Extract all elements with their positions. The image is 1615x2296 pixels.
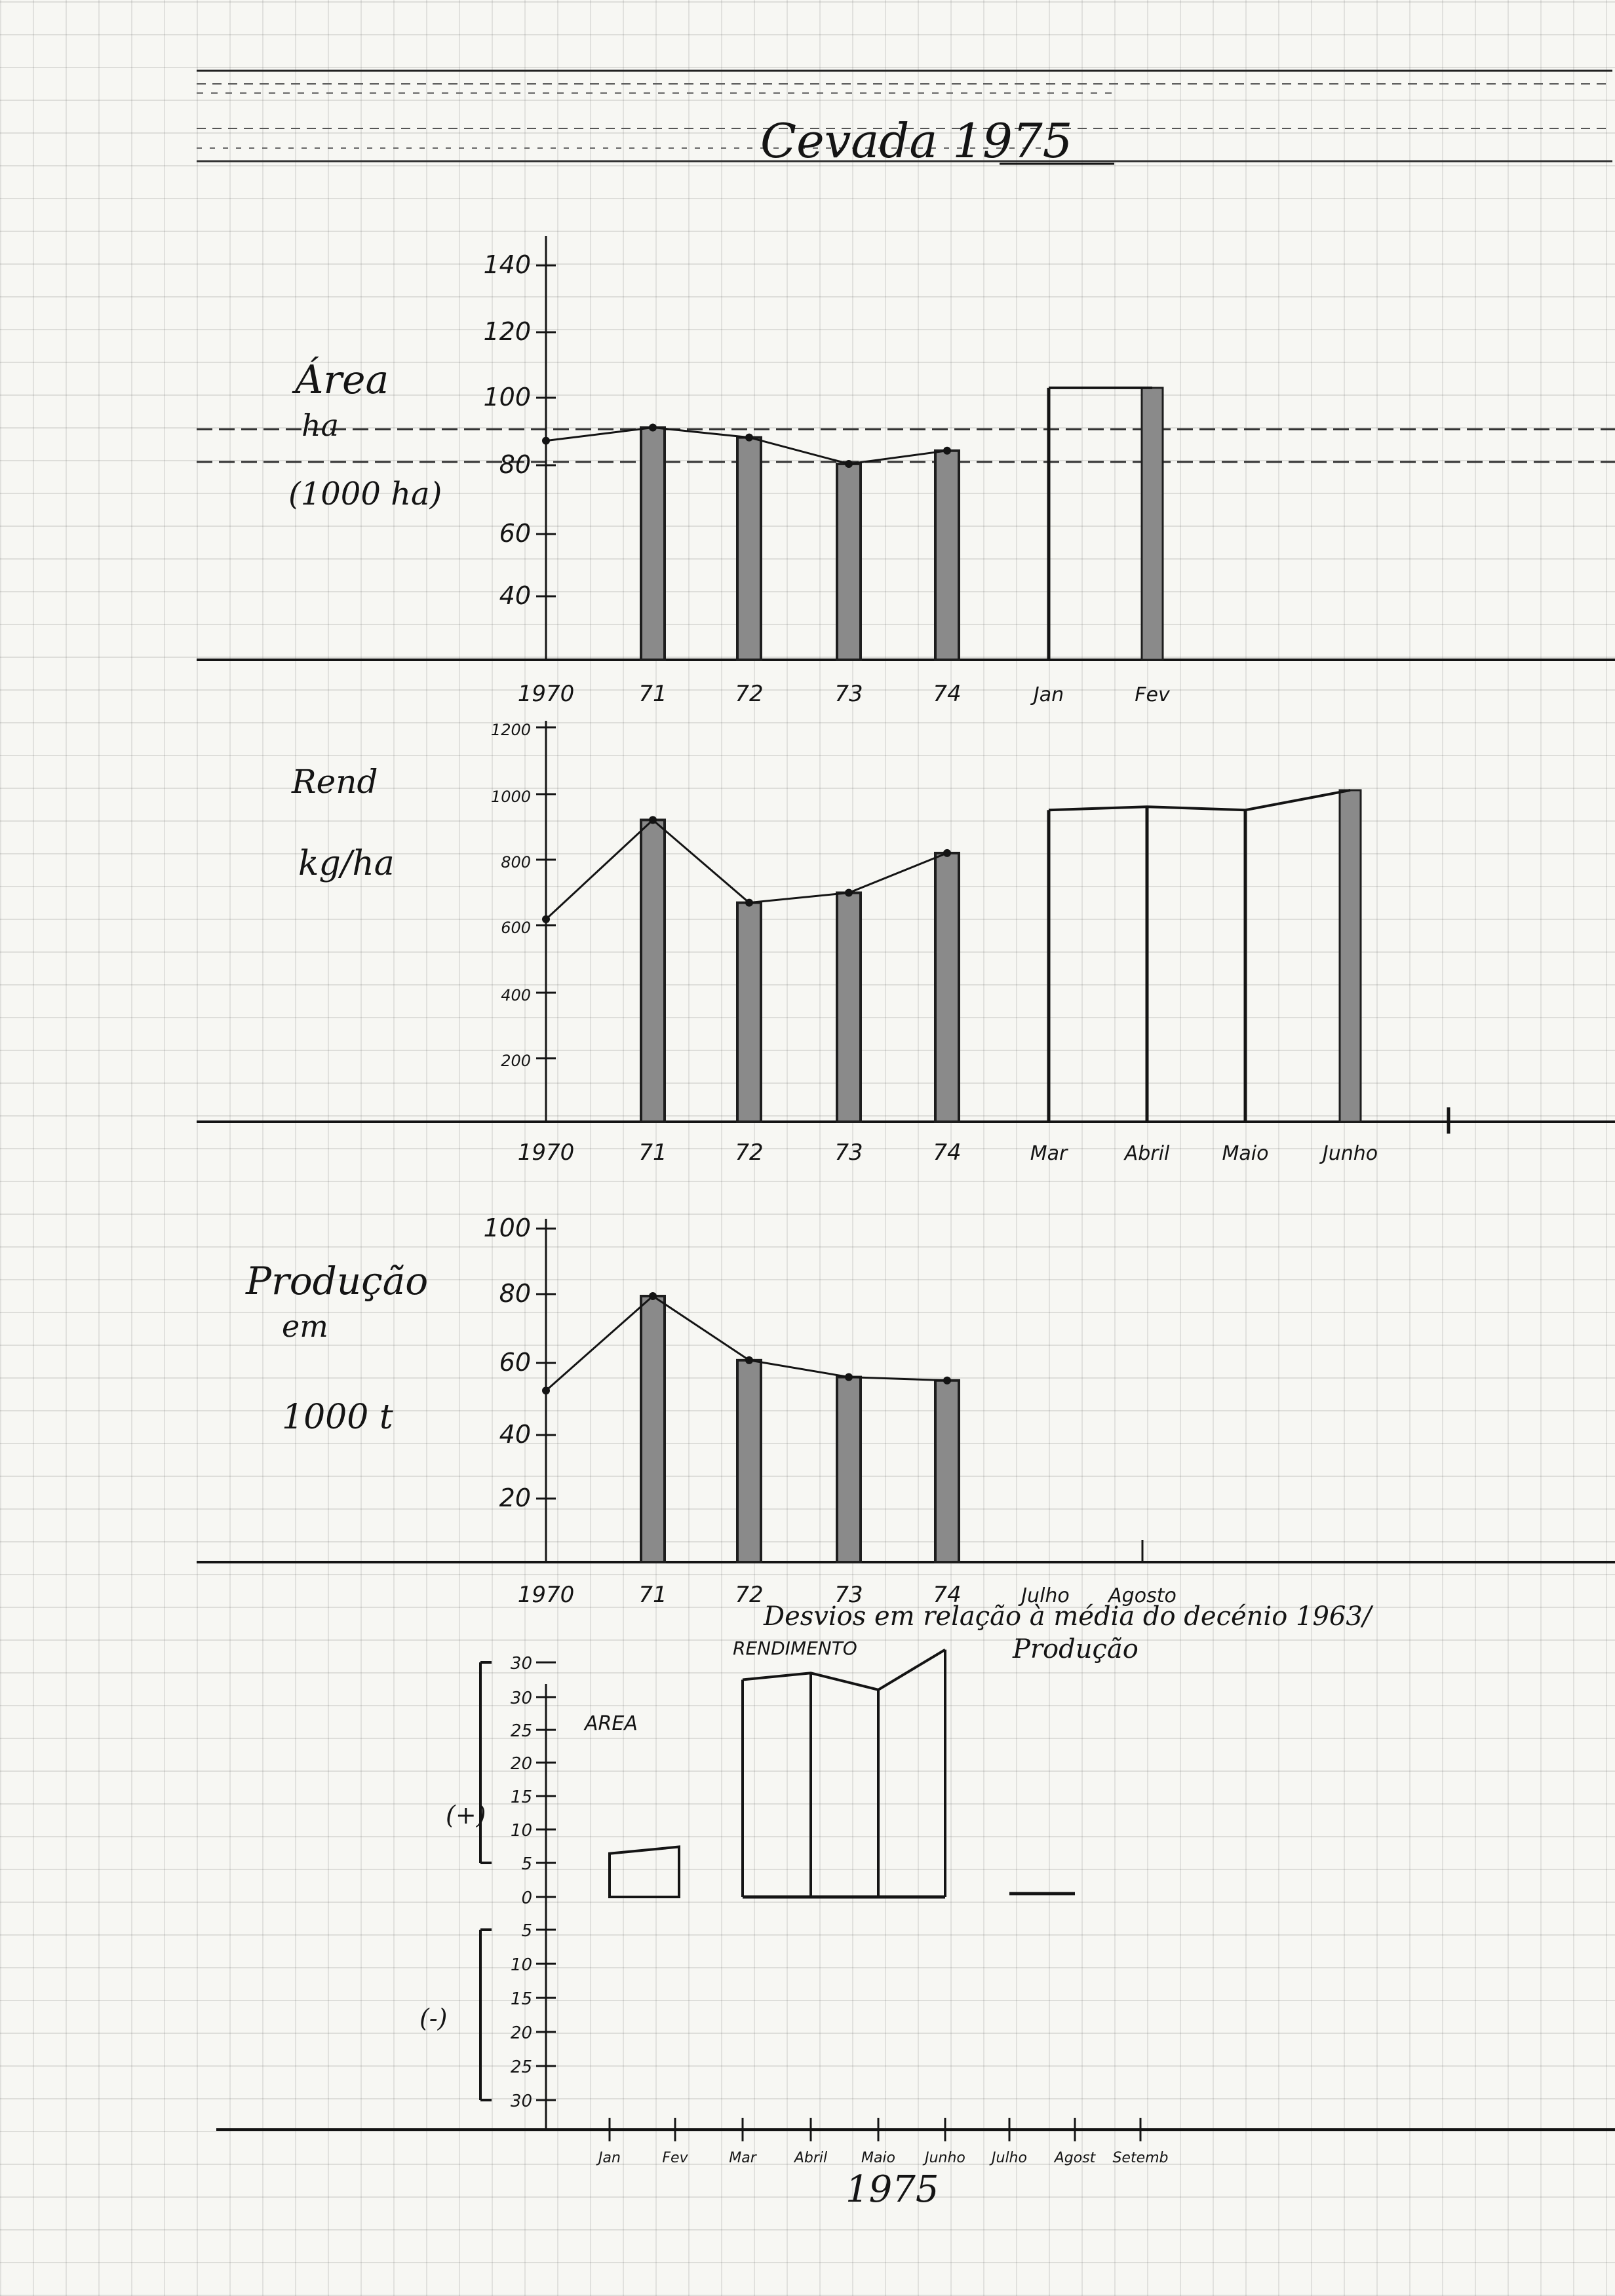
bar xyxy=(641,1296,665,1562)
production-label: Produção xyxy=(1013,1634,1138,1664)
yield-chart-axes xyxy=(197,721,1615,1134)
bar xyxy=(641,820,665,1122)
bar xyxy=(935,451,959,660)
y-tick-label: 20 xyxy=(510,2023,532,2043)
x-tick-label: Abril xyxy=(1124,1142,1170,1165)
y-tick-label: 0 xyxy=(521,1888,532,1908)
bar xyxy=(935,1381,959,1562)
x-tick-label: 73 xyxy=(834,681,863,707)
y-tick-label: 600 xyxy=(501,919,531,937)
minus-sign-label: (-) xyxy=(419,2004,448,2033)
y-tick-label: 25 xyxy=(510,2057,532,2077)
production-y-ticks xyxy=(483,1214,556,1512)
y-tick-label: 100 xyxy=(483,1214,531,1242)
y-axis-label: em xyxy=(282,1309,328,1344)
y-tick-label: 30 xyxy=(510,1689,532,1708)
y-axis-label: (1000 ha) xyxy=(288,476,442,512)
production-y-label xyxy=(245,1259,428,1437)
y-tick-label: 30 xyxy=(510,2092,532,2111)
y-tick-label: 40 xyxy=(499,1420,531,1449)
y-tick-label: 10 xyxy=(510,1955,532,1975)
y-tick-label: 30 xyxy=(510,1654,532,1674)
x-tick-label: Agosto xyxy=(1108,1584,1177,1607)
y-axis-label: kg/ha xyxy=(298,844,395,883)
bar xyxy=(837,1377,861,1562)
x-tick-label: Junho xyxy=(925,2150,965,2166)
y-tick-label: 20 xyxy=(510,1754,532,1774)
deviation-caption: Desvios em relação à média do decénio 1963/ xyxy=(764,1601,1372,1632)
y-axis-label: Produção xyxy=(246,1259,429,1303)
x-tick-label: Agost xyxy=(1054,2150,1096,2166)
x-tick-label: Jan xyxy=(1033,683,1064,706)
x-tick-label: 1970 xyxy=(517,1582,575,1608)
yield-label: RENDIMENTO xyxy=(733,1637,857,1659)
y-tick-label: 800 xyxy=(501,853,531,871)
deviation-marks xyxy=(583,1634,1138,1897)
y-tick-label: 25 xyxy=(510,1721,532,1741)
bar xyxy=(641,427,665,660)
x-tick-label: Setemb xyxy=(1112,2150,1169,2166)
monthly-bar xyxy=(1142,388,1163,660)
y-axis-label: Rend xyxy=(292,763,378,801)
footer-year: 1975 xyxy=(846,2168,939,2211)
yield-monthly-bars xyxy=(1049,790,1361,1122)
plus-sign-label: (+) xyxy=(446,1801,486,1829)
x-tick-label: 1970 xyxy=(517,681,575,707)
y-axis-label: Área xyxy=(295,357,389,403)
bar xyxy=(737,438,761,660)
bar xyxy=(737,903,761,1122)
y-tick-label: 20 xyxy=(499,1483,531,1512)
yield-y-label xyxy=(291,763,395,883)
x-tick-label: Fev xyxy=(1135,683,1170,706)
x-tick-label: Julho xyxy=(1021,1584,1070,1607)
y-tick-label: 200 xyxy=(501,1052,531,1070)
y-tick-label: 400 xyxy=(501,986,531,1004)
y-tick-label: 5 xyxy=(521,1921,532,1941)
monthly-bar xyxy=(1340,790,1361,1122)
x-tick-label: 74 xyxy=(933,1582,962,1608)
bar xyxy=(837,464,861,660)
y-tick-label: 40 xyxy=(499,581,531,610)
area-x-ticks xyxy=(518,681,1171,707)
x-tick-label: 72 xyxy=(735,681,764,707)
y-axis-label: ha xyxy=(302,408,340,443)
x-tick-label: 73 xyxy=(834,1582,863,1608)
y-axis-label: 1000 t xyxy=(282,1398,393,1437)
x-tick-label: Julho xyxy=(992,2150,1027,2166)
x-tick-label: Fev xyxy=(662,2150,688,2166)
x-tick-label: Maio xyxy=(1222,1142,1269,1165)
production-bars xyxy=(542,1292,959,1562)
area-label: AREA xyxy=(585,1712,638,1735)
x-tick-label: Abril xyxy=(794,2150,828,2166)
page-title: Cevada 1975 xyxy=(760,113,1073,168)
y-tick-label: 5 xyxy=(521,1854,532,1874)
y-tick-label: 15 xyxy=(510,1989,532,2009)
x-tick-label: Jan xyxy=(598,2150,621,2166)
bar xyxy=(837,893,861,1122)
y-tick-label: 1200 xyxy=(490,721,531,739)
yield-bars xyxy=(542,816,959,1122)
x-tick-label: 74 xyxy=(933,1139,962,1166)
area-deviation-bar xyxy=(610,1847,679,1898)
x-tick-label: 1970 xyxy=(517,1139,575,1166)
area-y-label xyxy=(288,356,442,512)
deviation-y-ticks xyxy=(511,1654,556,2111)
y-tick-label: 60 xyxy=(499,1348,531,1377)
x-tick-label: 71 xyxy=(638,681,667,707)
yield-x-ticks xyxy=(518,1139,1378,1166)
x-tick-label: 74 xyxy=(933,681,962,707)
x-tick-label: 72 xyxy=(735,1139,764,1166)
x-tick-label: Mar xyxy=(1030,1142,1068,1165)
area-chart-axes xyxy=(197,236,1615,660)
y-tick-label: 60 xyxy=(499,519,531,548)
x-tick-label: 71 xyxy=(638,1139,667,1166)
y-tick-label: 120 xyxy=(483,317,531,346)
deviation-x-ticks xyxy=(596,2118,1168,2166)
x-tick-label: 71 xyxy=(638,1582,667,1608)
bar xyxy=(737,1360,761,1562)
x-tick-label: Mar xyxy=(729,2150,756,2166)
y-tick-label: 140 xyxy=(483,250,531,279)
area-bars xyxy=(542,423,959,660)
y-tick-label: 100 xyxy=(483,383,531,411)
y-tick-label: 1000 xyxy=(490,788,531,806)
y-tick-label: 80 xyxy=(499,1279,531,1308)
monthly-series-line xyxy=(1049,790,1350,810)
bar xyxy=(935,853,959,1122)
x-tick-label: 72 xyxy=(735,1582,764,1608)
y-tick-label: 80 xyxy=(499,450,531,479)
x-tick-label: 73 xyxy=(834,1139,863,1166)
y-tick-label: 10 xyxy=(510,1821,532,1841)
x-tick-label: Maio xyxy=(861,2150,896,2166)
x-tick-label: Junho xyxy=(1322,1142,1378,1165)
y-tick-label: 15 xyxy=(510,1788,532,1807)
